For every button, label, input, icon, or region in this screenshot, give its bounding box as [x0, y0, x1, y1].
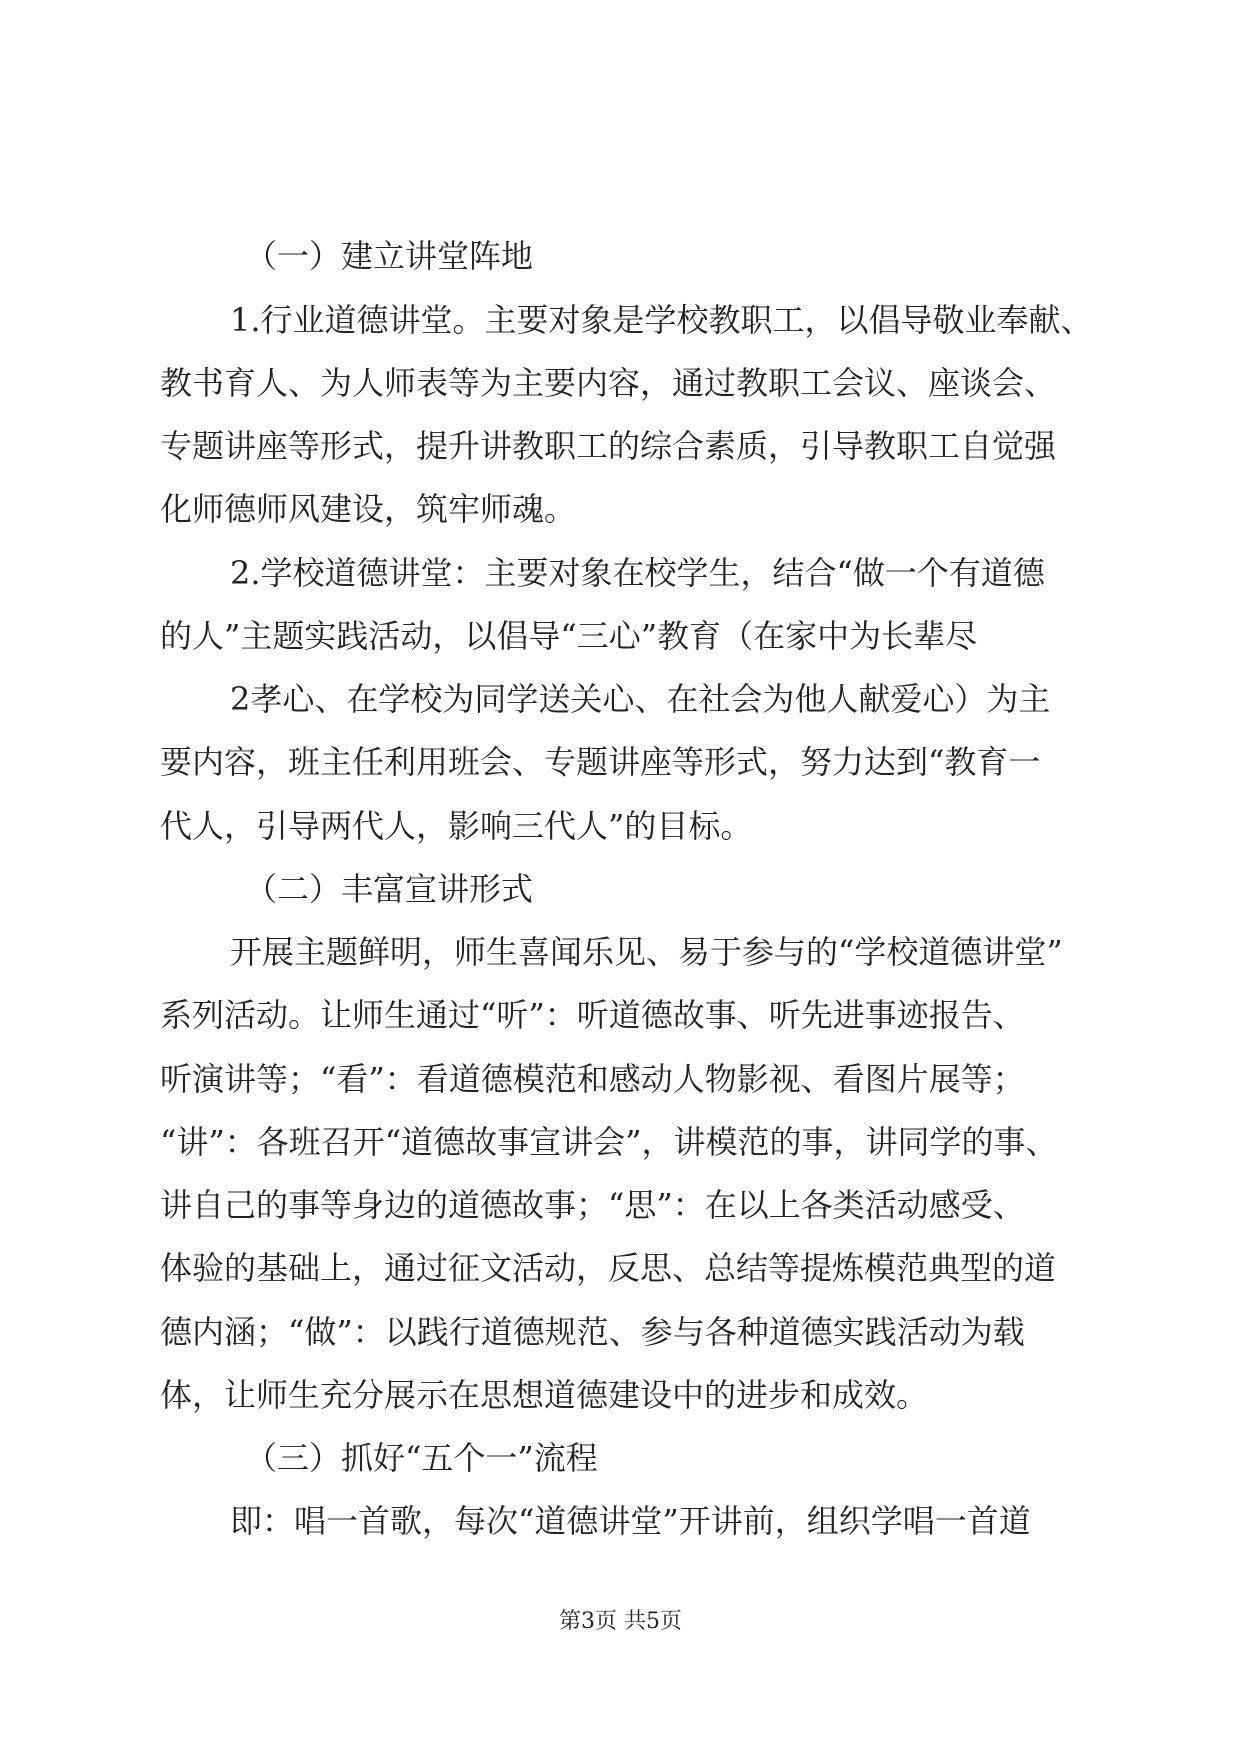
heading-section-2: （二）丰富宣讲形式	[245, 870, 534, 908]
heading-section-3: （三）抓好“五个一”流程	[245, 1439, 598, 1477]
paragraph-line: 化师德师风建设，筑牢师魂。	[160, 490, 577, 528]
paragraph-line: 1.行业道德讲堂。主要对象是学校教职工，以倡导敬业奉献、	[230, 301, 1093, 339]
paragraph-line: 即：唱一首歌，每次“道德讲堂”开讲前，组织学唱一首道	[230, 1502, 1031, 1540]
paragraph-line: 德内涵；“做”：以践行道德规范、参与各种道德实践活动为载	[160, 1313, 1025, 1351]
paragraph-line: 2孝心、在学校为同学送关心、在社会为他人献爱心）为主	[230, 680, 1051, 718]
paragraph-line: 体，让师生充分展示在思想道德建设中的进步和成效。	[160, 1376, 929, 1414]
paragraph-line: 开展主题鲜明，师生喜闻乐见、易于参与的“学校道德讲堂”	[230, 933, 1063, 971]
paragraph-line: 体验的基础上，通过征文活动，反思、总结等提炼模范典型的道	[160, 1249, 1057, 1287]
paragraph-line: 要内容，班主任利用班会、专题讲座等形式，努力达到“教育一	[160, 743, 1041, 781]
paragraph-line: 教书育人、为人师表等为主要内容，通过教职工会议、座谈会、	[160, 364, 1057, 402]
paragraph-line: 的人”主题实践活动，以倡导“三心”教育（在家中为长辈尽	[160, 617, 978, 655]
paragraph-line: 专题讲座等形式，提升讲教职工的综合素质，引导教职工自觉强	[160, 427, 1057, 465]
paragraph-line: 代人，引导两代人，影响三代人”的目标。	[160, 807, 753, 845]
paragraph-line: “讲”：各班召开“道德故事宣讲会”，讲模范的事，讲同学的事、	[160, 1123, 1058, 1161]
paragraph-line: 讲自己的事等身边的道德故事；“思”：在以上各类活动感受、	[160, 1186, 1025, 1224]
heading-section-1: （一）建立讲堂阵地	[245, 237, 534, 275]
paragraph-line: 2.学校道德讲堂：主要对象在校学生，结合“做一个有道德	[230, 554, 1045, 592]
paragraph-line: 听演讲等；“看”：看道德模范和感动人物影视、看图片展等；	[160, 1060, 1025, 1098]
page-footer: 第3页 共5页	[559, 1609, 682, 1634]
paragraph-line: 系列活动。让师生通过“听”：听道德故事、听先进事迹报告、	[160, 996, 1025, 1034]
